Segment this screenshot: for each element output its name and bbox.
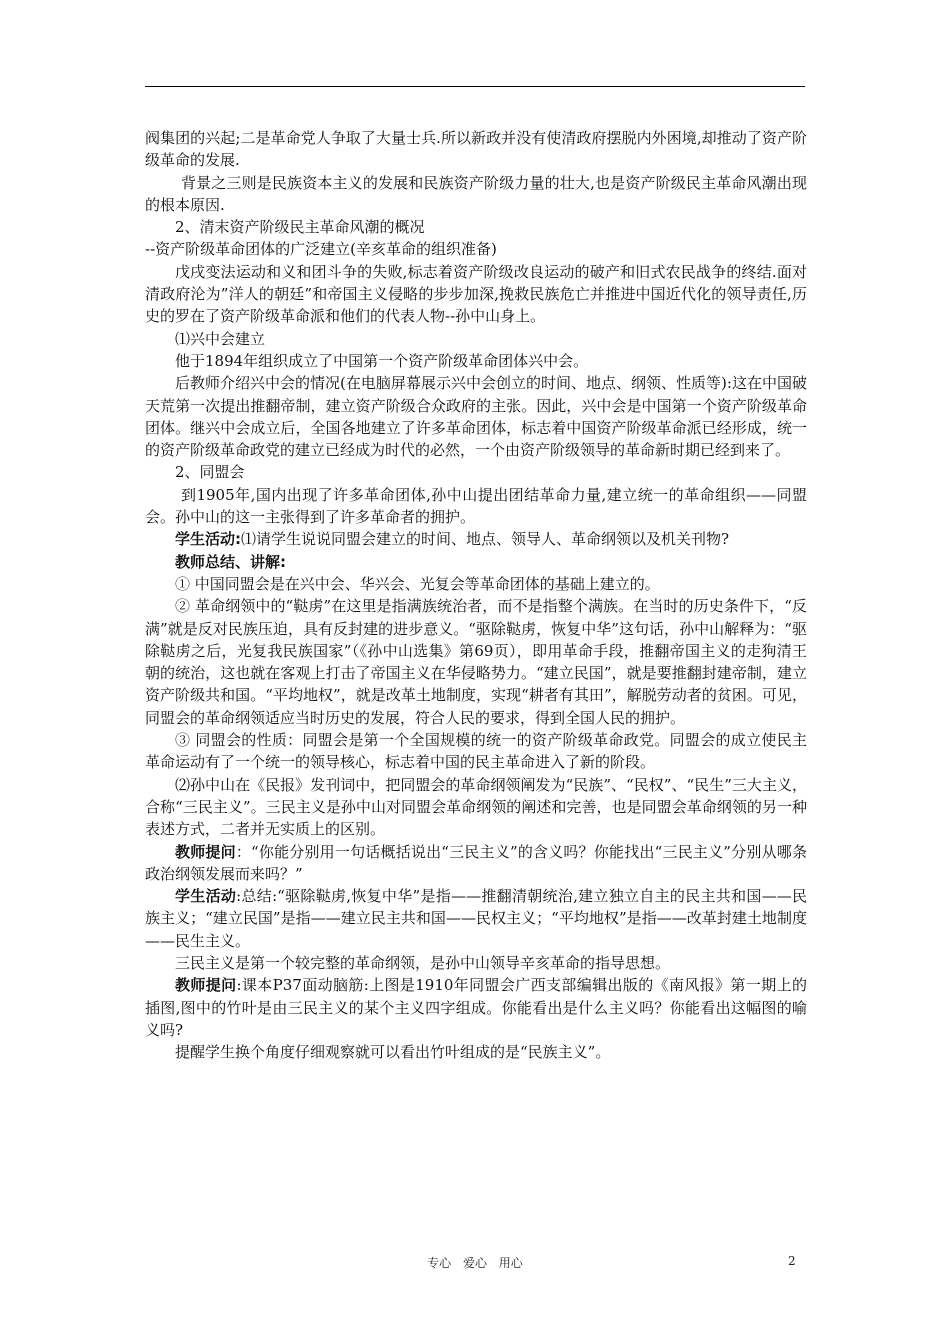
paragraph-text: ⑴请学生说说同盟会建立的时间、地点、领导人、革命纲领以及机关刊物? xyxy=(241,530,730,549)
bold-label: 教师提问 xyxy=(175,976,237,995)
section-heading-2: 2、清末资产阶级民主革命风潮的概况 xyxy=(175,218,425,237)
paragraph-teacher-question-1 xyxy=(145,841,807,886)
paragraph-teacher-question-2 xyxy=(145,974,807,1041)
bold-label: 教师总结、讲解: xyxy=(175,552,286,571)
paragraph-point-1: ① 中国同盟会是在兴中会、华兴会、光复会等革命团体的基础上建立的。 xyxy=(175,574,660,593)
paragraph-minbao: ⑵孙中山在《民报》发刊词中，把同盟会的革命纲领阐发为“民族”、“民权”、“民生”三大主义，合称“三民主义”。三民主义是孙中山对同盟会革命纲领的阐述和完善，也是同盟会革命纲领的另一种表述方式，二者并无实质上的区别。 xyxy=(145,775,807,839)
section-subtitle: --资产阶级革命团体的广泛建立(辛亥革命的组织准备) xyxy=(145,240,497,259)
bold-label: 学生活动 xyxy=(175,887,237,906)
paragraph-text: ：“你能分别用一句话概括说出“三民主义”的含义吗？你能找出“三民主义”分别从哪条政治纲领发展而来吗？” xyxy=(145,842,807,883)
paragraph-background-3: 背景之三则是民族资本主义的发展和民族资产阶级力量的壮大,也是资产阶级民主革命风潮出现的根本原因. xyxy=(145,173,807,214)
paragraph-point-3: ③ 同盟会的性质：同盟会是第一个全国规模的统一的资产阶级革命政党。同盟会的成立使民主革命运动有了一个统一的领导核心，标志着中国的民主革命进入了新的阶段。 xyxy=(145,731,807,772)
paragraph-1894: 他于1894年组织成立了中国第一个资产阶级革命团体兴中会。 xyxy=(175,351,589,370)
header-rule xyxy=(145,86,805,87)
page-number: 2 xyxy=(788,1254,796,1268)
bold-label: 教师提问 xyxy=(175,842,236,861)
paragraph-point-2: ② 革命纲领中的“鞑虏”在这里是指满族统治者，而不是指整个满族。在当时的历史条件下，“反满”就是反对民族压迫，具有反封建的进步意义。“驱除鞑虏，恢复中华”这句话，孙中山解释为：“驱除鞑虏之后，光复我民族国家”（《孙中山选集》第69页），即用革命手段，推翻帝国主义的走狗清王朝的统治，这也就在客观上打击了帝国主义在华侵略势力。“建立民国”，就是要推翻封建帝制，建立资产阶级共和国。“平均地权”，就是改革土地制度，实现“耕者有其田”，解脱劳动者的贫困。可见，同盟会的革命纲领适应当时历史的发展，符合人民的要求，得到全国人民的拥护。 xyxy=(145,597,807,727)
paragraph-text: :总结:“驱除鞑虏,恢复中华”是指——推翻清朝统治,建立独立自主的民主共和国——民族主义；“建立民国”是指——建立民主共和国——民权主义；“平均地权”是指——改革封建土地制度——民生主义。 xyxy=(145,887,807,950)
paragraph-teacher-summary xyxy=(145,551,807,573)
document-body xyxy=(145,127,807,1063)
paragraph-teacher-intro: 后教师介绍兴中会的情况(在电脑屏幕展示兴中会创立的时间、地点、纲领、性质等):这在中国破天荒第一次提出推翻帝制，建立资产阶级合众政府的主张。因此，兴中会是中国第一个资产阶级革命团体。继兴中会成立后，全国各地建立了许多革命团体，标志着中国资产阶级革命派已经形成，统一的资产阶级革命政党的建立已经成为时代的必然，一个由资产阶级领导的革命新时期已经到来了。 xyxy=(145,374,807,460)
bold-label: 学生活动: xyxy=(175,530,241,549)
subheading-tongmenghui: 2、同盟会 xyxy=(175,463,245,482)
paragraph-sanmin-summary: 三民主义是第一个较完整的革命纲领，是孙中山领导辛亥革命的指导思想。 xyxy=(175,953,671,972)
paragraph-cont: 阀集团的兴起;二是革命党人争取了大量士兵.所以新政并没有使清政府摆脱内外困境,却推动了资产阶级革命的发展. xyxy=(145,129,807,170)
paragraph-student-activity-1 xyxy=(145,528,807,550)
paragraph-student-activity-2 xyxy=(145,885,807,952)
paragraph-1905: 到1905年,国内出现了许多革命团体,孙中山提出团结革命力量,建立统一的革命组织——同盟会。孙中山的这一主张得到了许多革命者的拥护。 xyxy=(145,485,807,527)
paragraph-failure: 戊戌变法运动和义和团斗争的失败,标志着资产阶级改良运动的破产和旧式农民战争的终结.面对清政府沦为”洋人的朝廷”和帝国主义侵略的步步加深,挽救民族危亡并推进中国近代化的领导责任,历史的罗在了资产阶级革命派和他们的代表人物--孙中山身上。 xyxy=(145,262,807,326)
footer-motto: 专心 爱心 用心 xyxy=(427,1256,523,1270)
paragraph-reminder: 提醒学生换个角度仔细观察就可以看出竹叶组成的是“民族主义”。 xyxy=(175,1043,611,1062)
subheading-xingzhonghui: ⑴兴中会建立 xyxy=(175,329,266,348)
paragraph-text: :课本P37面动脑筋:上图是1910年同盟会广西支部编辑出版的《南风报》第一期上的插图,图中的竹叶是由三民主义的某个主义四字组成。你能看出是什么主义吗？你能看出这幅图的喻义吗? xyxy=(145,976,807,1039)
